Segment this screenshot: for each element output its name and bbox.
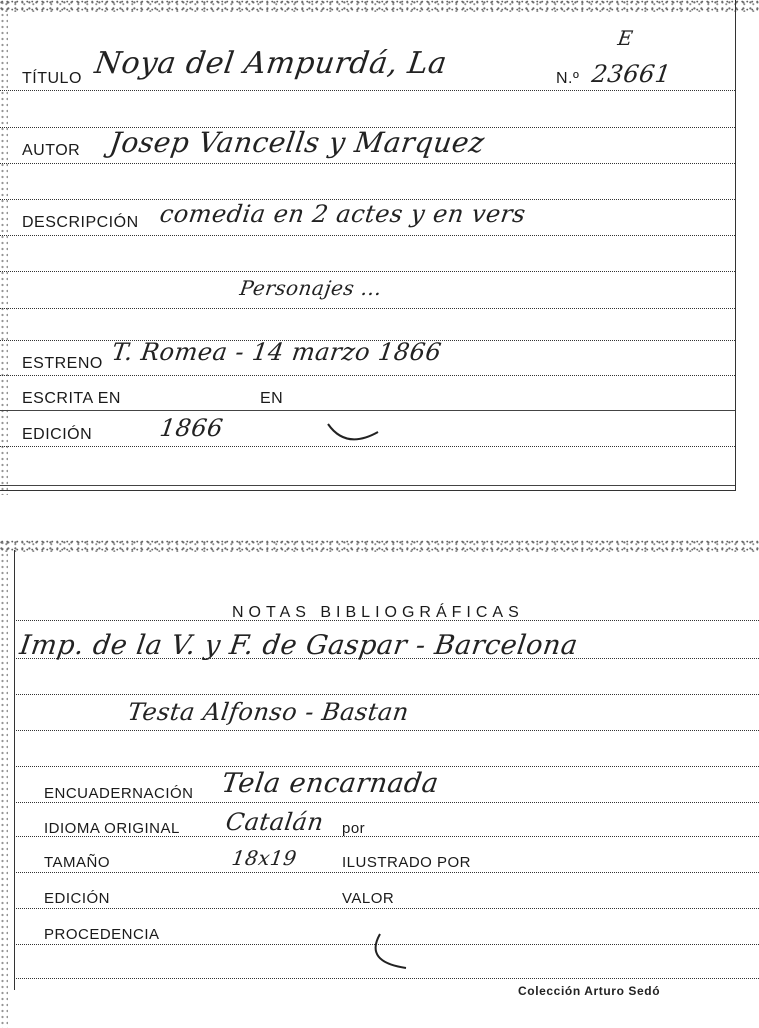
rule-line [0, 375, 735, 376]
titulo-value: Noya del Ampurdá, La [92, 46, 450, 81]
numero-mark: E [616, 26, 635, 50]
estreno-label: ESTRENO [22, 355, 103, 372]
rule-line [0, 235, 735, 236]
rule-line [0, 90, 735, 91]
hole-punch-mark [326, 420, 386, 450]
rule-line [0, 308, 735, 309]
catalog-card-notes [0, 540, 759, 1028]
rule-line [0, 485, 735, 486]
rule-line [0, 271, 735, 272]
numero-value: 23661 [590, 60, 673, 88]
notas-heading: NOTAS BIBLIOGRÁFICAS [232, 604, 524, 621]
descripcion-value-2: Personajes ... [238, 276, 384, 300]
rule-line [16, 766, 759, 767]
hole-punch-mark [366, 932, 426, 972]
descripcion-label: DESCRIPCIÓN [22, 214, 139, 231]
estreno-value: T. Romea - 14 marzo 1866 [110, 338, 444, 366]
rule-line [16, 694, 759, 695]
rule-line [16, 730, 759, 731]
card-left-border [14, 550, 15, 990]
rule-line [0, 163, 735, 164]
numero-label: N.º [556, 70, 580, 87]
descripcion-value: comedia en 2 actes y en vers [158, 200, 528, 228]
tamano-label: TAMAÑO [44, 854, 111, 871]
rule-line [16, 872, 759, 873]
card-left-edge [0, 540, 8, 1028]
encuadernacion-value: Tela encarnada [219, 768, 441, 799]
procedencia-label: PROCEDENCIA [44, 926, 160, 943]
tamano-value: 18x19 [230, 846, 299, 870]
valor-label: VALOR [342, 890, 395, 907]
autor-value: Josep Vancells y Marquez [107, 126, 487, 159]
rule-line [0, 410, 735, 411]
rule-line [16, 802, 759, 803]
rule-line [16, 978, 759, 979]
collection-credit: Colección Arturo Sedó [518, 984, 661, 998]
idioma-label: IDIOMA ORIGINAL [44, 820, 180, 837]
card-top-edge [0, 540, 759, 552]
notas-line-1: Imp. de la V. y F. de Gaspar - Barcelona [17, 630, 580, 661]
encuadernacion-label: ENCUADERNACIÓN [44, 785, 194, 802]
edicion-value: 1866 [158, 414, 226, 442]
edicion-label: EDICIÓN [22, 426, 93, 443]
notas-line-2: Testa Alfonso - Bastan [126, 698, 411, 726]
escrita-label: ESCRITA EN [22, 390, 121, 407]
en-label: EN [260, 390, 284, 407]
por-label: por [342, 820, 366, 837]
edicion-label: EDICIÓN [44, 890, 111, 907]
ilustrado-label: ILUSTRADO POR [342, 854, 472, 871]
idioma-value: Catalán [224, 808, 326, 836]
rule-line [16, 908, 759, 909]
titulo-label: TÍTULO [22, 70, 82, 87]
autor-label: AUTOR [22, 142, 81, 159]
catalog-card-main [0, 0, 759, 495]
